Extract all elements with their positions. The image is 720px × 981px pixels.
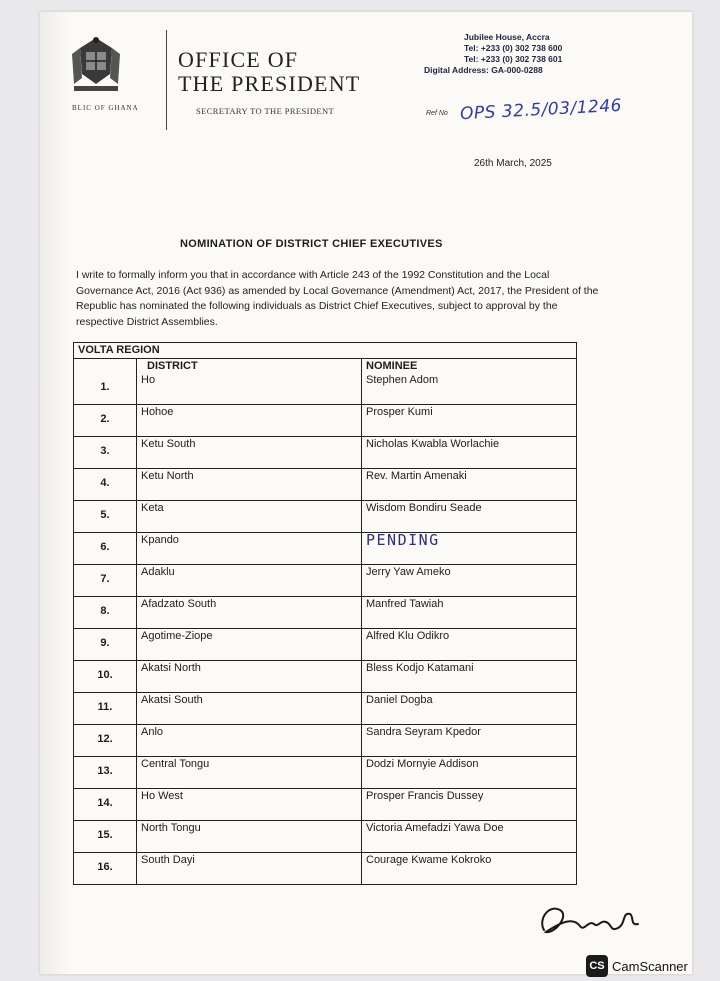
- table-body: [74, 373, 576, 884]
- row-number: 3.: [74, 437, 137, 468]
- letter-heading: NOMINATION OF DISTRICT CHIEF EXECUTIVES: [180, 238, 443, 250]
- telephone-1: Tel: +233 (0) 302 738 600: [464, 43, 563, 53]
- coat-of-arms-icon: [70, 34, 122, 96]
- table-row: [74, 373, 576, 404]
- row-nominee: Prosper Kumi: [366, 406, 433, 418]
- row-district: Afadzato South: [137, 597, 362, 628]
- row-district: North Tongu: [137, 821, 362, 852]
- table-row: [74, 756, 576, 788]
- row-number: 1.: [74, 373, 137, 404]
- table-row: [74, 564, 576, 596]
- row-number: 15.: [74, 821, 137, 852]
- row-nominee: Prosper Francis Dussey: [366, 790, 484, 802]
- row-nominee: Sandra Seyram Kpedor: [366, 726, 481, 738]
- table-row: [74, 788, 576, 820]
- table-column-header: [74, 359, 576, 373]
- row-district: Ketu South: [137, 437, 362, 468]
- office-title-line1: OFFICE OF: [178, 47, 299, 72]
- row-district: Ketu North: [137, 469, 362, 500]
- telephone-2: Tel: +233 (0) 302 738 601: [464, 54, 563, 64]
- signature-icon: [534, 890, 644, 946]
- row-nominee: Courage Kwame Kokroko: [366, 854, 492, 866]
- table-row: [74, 596, 576, 628]
- row-nominee: Jerry Yaw Ameko: [366, 566, 451, 578]
- header-divider: [166, 30, 167, 130]
- office-title: [178, 48, 360, 96]
- row-nominee: PENDING: [366, 531, 440, 549]
- row-nominee: Victoria Amefadzi Yawa Doe: [366, 822, 504, 834]
- row-district: Kpando: [137, 533, 362, 564]
- row-district: Ho West: [137, 789, 362, 820]
- column-district: DISTRICT: [137, 359, 362, 373]
- table-row: [74, 660, 576, 692]
- row-number: 4.: [74, 469, 137, 500]
- table-row: [74, 468, 576, 500]
- table-row: [74, 436, 576, 468]
- reference-number: OPS 32.5/03/1246: [459, 95, 623, 125]
- row-district: Anlo: [137, 725, 362, 756]
- row-number: 12.: [74, 725, 137, 756]
- letter-page: [40, 12, 692, 974]
- row-district: Agotime-Ziope: [137, 629, 362, 660]
- nominees-table: [73, 342, 577, 885]
- row-number: 13.: [74, 757, 137, 788]
- row-nominee: Dodzi Mornyie Addison: [366, 758, 479, 770]
- letter-date: 26th March, 2025: [474, 158, 552, 169]
- table-row: [74, 532, 576, 564]
- table-row: [74, 628, 576, 660]
- letter-body: I write to formally inform you that in accordance with Article 243 of the 1992 Constitution and the Local Governance Act, 2016 (Act 936) as amended by Local Governance (Amendment) Act, 2017, the President of the Republic has nominated the following individuals as District Chief Executives, subject to approval by the respective District Assemblies.: [76, 269, 599, 328]
- table-row: [74, 404, 576, 436]
- row-number: 16.: [74, 853, 137, 884]
- row-district: Hohoe: [137, 405, 362, 436]
- row-number: 9.: [74, 629, 137, 660]
- row-number: 2.: [74, 405, 137, 436]
- row-district: Adaklu: [137, 565, 362, 596]
- camscanner-logo-icon: CS: [586, 955, 608, 977]
- row-nominee: Rev. Martin Amenaki: [366, 470, 467, 482]
- region-header: VOLTA REGION: [74, 343, 576, 359]
- row-nominee: Stephen Adom: [366, 374, 439, 386]
- row-district: Akatsi South: [137, 693, 362, 724]
- table-row: [74, 852, 576, 884]
- table-row: [74, 500, 576, 532]
- row-nominee: Nicholas Kwabla Worlachie: [366, 438, 500, 450]
- row-district: Keta: [137, 501, 362, 532]
- row-number: 8.: [74, 597, 137, 628]
- row-nominee: Wisdom Bondiru Seade: [366, 502, 482, 514]
- row-number: 10.: [74, 661, 137, 692]
- row-district: South Dayi: [137, 853, 362, 884]
- digital-address: Digital Address: GA-000-0288: [424, 65, 543, 75]
- table-row: [74, 820, 576, 852]
- row-district: Akatsi North: [137, 661, 362, 692]
- row-number: 7.: [74, 565, 137, 596]
- row-district: Central Tongu: [137, 757, 362, 788]
- camscanner-name: CamScanner: [612, 958, 688, 974]
- row-number: 6.: [74, 533, 137, 564]
- row-number: 5.: [74, 501, 137, 532]
- row-nominee: Alfred Klu Odikro: [366, 630, 450, 642]
- table-row: [74, 692, 576, 724]
- secretary-subtitle: SECRETARY TO THE PRESIDENT: [196, 106, 335, 116]
- column-nominee: NOMINEE: [366, 360, 418, 372]
- row-number: 14.: [74, 789, 137, 820]
- republic-text: BLIC OF GHANA: [72, 104, 139, 112]
- office-title-line2: THE PRESIDENT: [178, 71, 361, 96]
- row-nominee: Daniel Dogba: [366, 694, 433, 706]
- row-number: 11.: [74, 693, 137, 724]
- column-number: [74, 359, 137, 373]
- camscanner-watermark: [586, 955, 688, 977]
- table-row: [74, 724, 576, 756]
- row-nominee: Bless Kodjo Katamani: [366, 662, 474, 674]
- row-nominee: Manfred Tawiah: [366, 598, 444, 610]
- reference-label: Ref No: [426, 110, 448, 117]
- address: Jubilee House, Accra: [464, 32, 550, 42]
- row-district: Ho: [137, 373, 362, 404]
- contact-block: [424, 32, 562, 76]
